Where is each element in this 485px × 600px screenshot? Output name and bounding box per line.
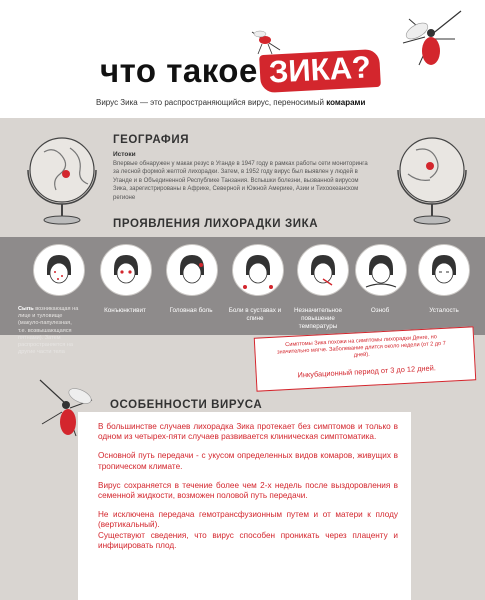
symptoms-title: ПРОЯВЛЕНИЯ ЛИХОРАДКИ ЗИКА: [113, 218, 319, 230]
geography-text: Впервые обнаружен у макак резус в Уганде в 1947 году в рамках работы сети мониторинга за лесной формой желтой лихорадки. Затем, в 1952 году вирус был выявлен у людей в Уганде и в Объединенной Республике Танзания. Вспышки болезни, вызванной вирусом Зика, зарегистрированы в Африке, Северной и Южной Америке, Азии и Тихоокеанском регионе: [113, 161, 368, 201]
subtitle: [96, 98, 365, 107]
rash-bold: Сыпь: [18, 306, 34, 312]
page-title: [100, 49, 380, 90]
face-joint-pain-icon: [232, 244, 284, 296]
feature-paragraph: Не исключена передача гемотрансфузионным путем и от матери к плоду (вертикальный). Существуют сведения, что вирус способен проникать через плаценту и инфицировать плод.: [98, 510, 398, 550]
symptom-label: Конъюнктивит: [104, 307, 146, 314]
note-text: Симптомы Зика похожи на симптомы лихорадки Денге, но значительно мягче. Заболевание длится около недели (от 2 до 7 дней).: [276, 334, 447, 359]
header-area: [0, 0, 485, 118]
symptom-label: Озноб: [370, 307, 390, 314]
globe-icon-right: [388, 122, 476, 227]
face-chills-icon: [355, 244, 407, 296]
features-content: [98, 422, 398, 560]
face-conjunctivitis-icon: [100, 244, 152, 296]
geography-subtitle: Истоки: [113, 151, 136, 158]
symptom-label: Незначительное повышение температуры: [294, 307, 342, 330]
subtitle-bold: комарами: [326, 98, 366, 107]
features-box: [78, 412, 411, 600]
symptom-label: Головная боль: [169, 307, 213, 314]
small-mosquito-icon: [248, 26, 284, 56]
mosquito-icon: [395, 5, 465, 85]
incubation-text: Инкубационный период от 3 до 12 дней.: [297, 363, 437, 380]
symptom-label: Усталость: [429, 307, 459, 314]
subtitle-prefix: Вирус Зика — это распространяющийся вирус, переносимый: [96, 98, 325, 107]
globe-icon-left: [20, 122, 108, 227]
symptom-label: Боли в суставах и спине: [228, 307, 282, 322]
geography-title: ГЕОГРАФИЯ: [113, 134, 190, 146]
duration-note: [254, 326, 477, 391]
title-main: что такое: [100, 52, 258, 89]
feature-paragraph: В большинстве случаев лихорадка Зика протекает без симптомов и только в одном из четырех-пяти случаев развивается клиническая симптоматика.: [98, 422, 398, 442]
face-headache-icon: [166, 244, 218, 296]
face-fatigue-icon: [418, 244, 470, 296]
face-fever-icon: [297, 244, 349, 296]
title-highlight: ЗИКА?: [259, 49, 381, 93]
feature-paragraph: Основной путь передачи - с укусом определенных видов комаров, живущих в тропическом климате.: [98, 451, 398, 471]
rash-text: возникающая на лице и туловище (макуло-папулезная, т.е. возвышающаяся пятнами). Затем распространяется на другие части тела: [18, 306, 79, 356]
feature-paragraph: Вирус сохраняется в течение более чем 2-х недель после выздоровления в семенной жидкости, возможен половой путь передачи.: [98, 480, 398, 501]
features-title: ОСОБЕННОСТИ ВИРУСА: [110, 399, 263, 411]
face-rash-icon: [33, 244, 85, 296]
rash-label: [18, 306, 80, 356]
